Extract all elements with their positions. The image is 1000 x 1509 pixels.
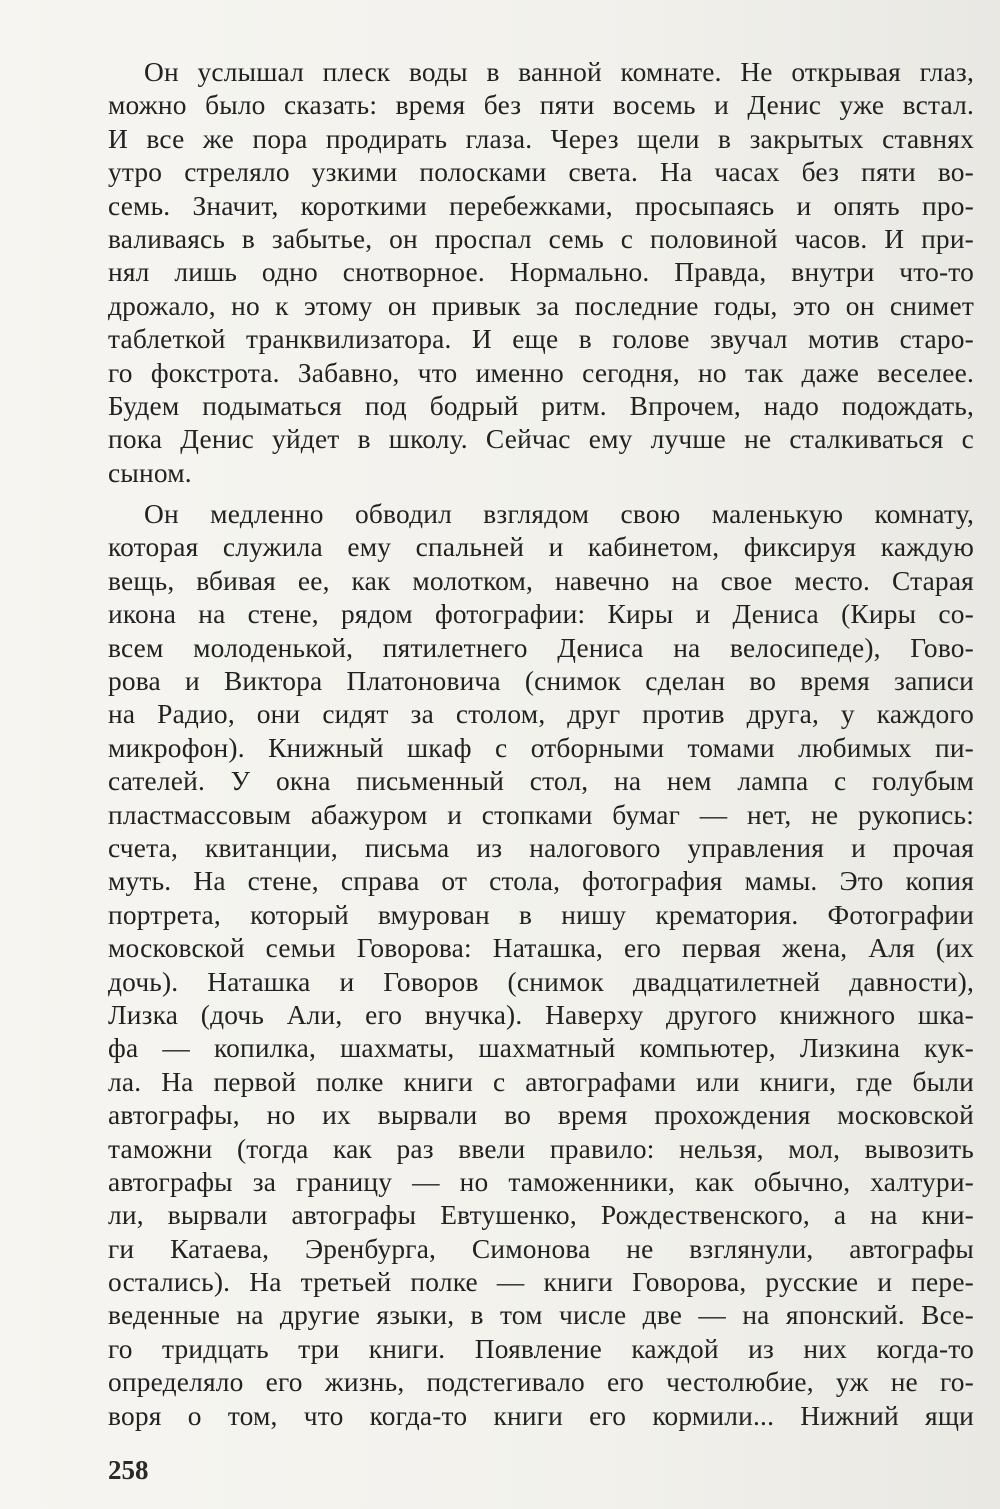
text-line: ли, вырвали автографы Евтушенко, Рождественского, а на кни- [108,1200,974,1231]
page-number: 258 [108,1455,149,1485]
text-line: рова и Виктора Платоновича (снимок сделан во время записи [108,666,974,697]
text-line: портрета, который вмурован в нишу крематория. Фотографии [108,899,974,930]
text-line: микрофон). Книжный шкаф с отборными томами любимых пи- [108,732,974,763]
text-line: счета, квитанции, письма из налогового управления и прочая [108,832,974,863]
text-line: всем молоденькой, пятилетнего Дениса на велосипеде), Гово- [108,632,974,663]
text-line: воря о том, что когда-то книги его кормили... Нижний ящи [108,1400,974,1431]
text-line: ла. На первой полке книги с автографами или книги, где были [108,1066,974,1097]
text-line: дрожало, но к этому он привык за последние годы, это он снимет [108,290,974,321]
text-line: московской семьи Говорова: Наташка, его первая жена, Аля (их [108,933,974,964]
text-line: фа — копилка, шахматы, шахматный компьютер, Лизкина кук- [108,1033,974,1064]
text-line: определяло его жизнь, подстегивало его честолюбие, уж не го- [108,1367,974,1398]
text-line: остались). На третьей полке — книги Говорова, русские и пере- [108,1267,974,1298]
text-line: пока Денис уйдет в школу. Сейчас ему лучше не сталкиваться с [108,424,974,455]
text-line: валиваясь в забытье, он проспал семь с половиной часов. И при- [108,223,974,254]
text-line: которая служила ему спальней и кабинетом, фиксируя каждую [108,532,974,563]
text-line: Он услышал плеск воды в ванной комнате. Не открывая глаз, [144,57,974,87]
text-line: го тридцать три книги. Появление каждой из них когда-то [108,1333,974,1364]
text-line: семь. Значит, короткими перебежками, просыпаясь и опять про- [108,190,974,221]
text-line: го фокстрота. Забавно, что именно сегодня, но так даже веселее. [108,357,974,388]
text-line: пластмассовым абажуром и стопками бумаг — нет, не рукопись: [108,799,974,830]
text-line: икона на стене, рядом фотографии: Киры и Дениса (Киры со- [108,599,974,630]
text-line: сателей. У окна письменный стол, на нем лампа с голубым [108,766,974,797]
text-line: автографы, но их вырвали во время прохождения московской [108,1100,974,1131]
paragraph-1 [108,56,974,490]
paragraph-gap [108,490,974,498]
paragraph-2 [108,498,974,1433]
text-line: таблеткой транквилизатора. И еще в голове звучал мотив старо- [108,324,974,355]
body-text [108,56,974,1433]
text-line: сыном. [108,457,192,488]
text-line: автографы за границу — но таможенники, как обычно, халтури- [108,1166,974,1197]
text-line: Будем подыматься под бодрый ритм. Впрочем, надо подождать, [108,390,974,421]
text-line: Лизка (дочь Али, его внучка). Наверху другого книжного шка- [108,999,974,1030]
text-line: И все же пора продирать глаза. Через щели в закрытых ставнях [108,123,974,154]
text-line: ги Катаева, Эренбурга, Симонова не взглянули, автографы [108,1233,974,1264]
text-line: можно было сказать: время без пяти восемь и Денис уже встал. [108,90,974,121]
text-line: муть. На стене, справа от стола, фотография мамы. Это копия [108,866,974,897]
text-line: на Радио, они сидят за столом, друг против друга, у каждого [108,699,974,730]
text-line: вещь, вбивая ее, как молотком, навечно на свое место. Старая [108,565,974,596]
text-line: дочь). Наташка и Говоров (снимок двадцатилетней давности), [108,966,974,997]
text-line: веденные на другие языки, в том числе две — на японский. Все- [108,1300,974,1331]
text-line: утро стреляло узкими полосками света. На часах без пяти во- [108,157,974,188]
text-line: таможни (тогда как раз ввели правило: нельзя, мол, вывозить [108,1133,974,1164]
text-line: Он медленно обводил взглядом свою маленькую комнату, [144,499,974,530]
text-line: нял лишь одно снотворное. Нормально. Правда, внутри что-то [108,257,974,288]
